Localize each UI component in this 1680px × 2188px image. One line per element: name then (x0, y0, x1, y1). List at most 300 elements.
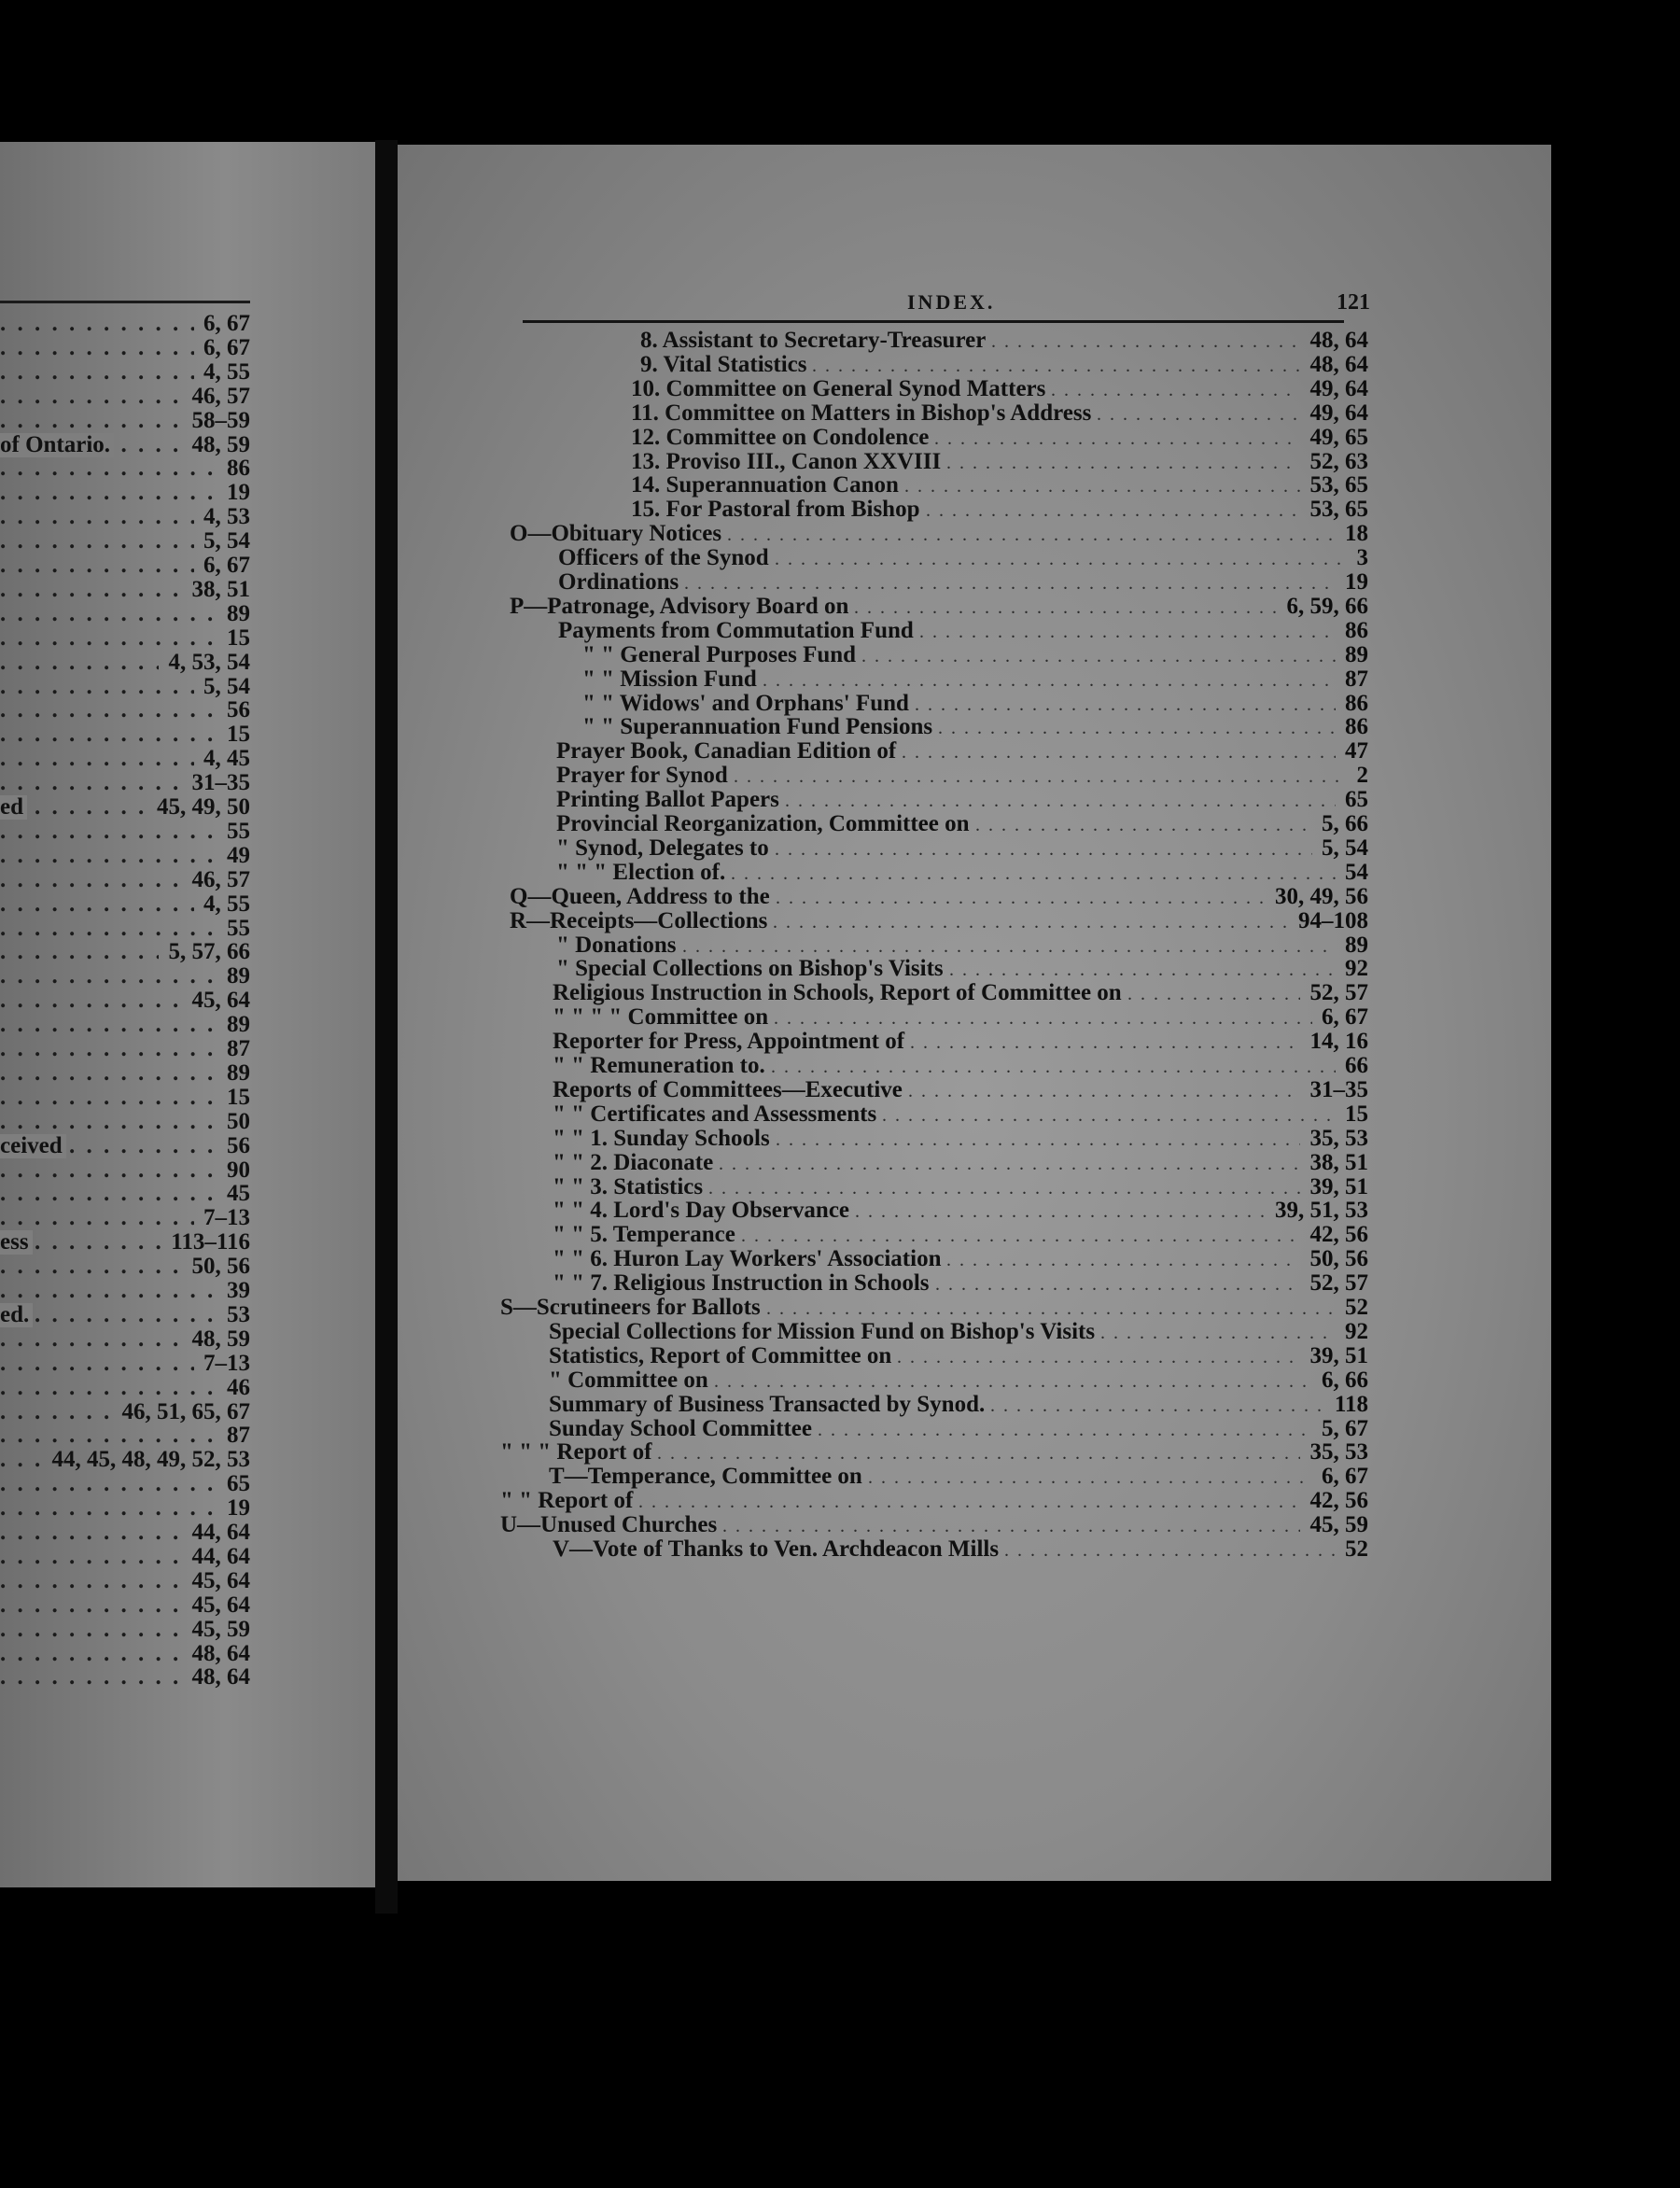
leader-dots (771, 1053, 1336, 1079)
left-page-line (0, 433, 250, 457)
leader-dots (722, 1512, 1300, 1538)
left-page-line (0, 1569, 250, 1593)
left-page-line (0, 312, 250, 336)
entry-pages: 49, 64 (1309, 400, 1368, 426)
left-page-rule (0, 301, 250, 303)
leader-dots (714, 1368, 1312, 1394)
entry-text: " " 4. Lord's Day Observance (553, 1198, 850, 1224)
left-page-line (0, 1400, 250, 1424)
left-line-pages: 15 (227, 722, 250, 748)
entry-text: Printing Ballot Papers (556, 787, 779, 813)
left-page-line (0, 1037, 250, 1061)
entry-pages: 94–108 (1298, 907, 1368, 933)
left-leader-dots (0, 1400, 112, 1424)
left-page-line (0, 1013, 250, 1037)
left-line-pages: 7–13 (203, 1350, 250, 1376)
entry-text: Prayer Book, Canadian Edition of (556, 738, 897, 764)
entry-pages: 52 (1345, 1536, 1368, 1562)
entry-pages: 52, 57 (1309, 980, 1368, 1006)
left-line-pages: 5, 54 (203, 528, 250, 554)
left-line-pages: 55 (227, 915, 250, 941)
entry-text: " Synod, Delegates to (556, 835, 769, 861)
left-leader-dots (0, 529, 194, 554)
entry-text: " " 2. Diaconate (553, 1149, 714, 1175)
left-leader-dots (0, 1013, 217, 1037)
left-line-pages: 4, 55 (203, 891, 250, 917)
entry-text: Provincial Reorganization, Committee on (556, 811, 970, 836)
left-page-line (0, 529, 250, 554)
entry-pages: 45, 59 (1309, 1512, 1368, 1538)
entry-pages: 6, 67 (1322, 1004, 1368, 1031)
left-page-line (0, 795, 250, 820)
entry-text: " " 1. Sunday Schools (553, 1125, 770, 1151)
left-line-pages: 46 (227, 1374, 250, 1400)
left-line-pages: 31–35 (191, 770, 250, 796)
left-leader-dots (0, 1255, 182, 1279)
leader-dots (734, 763, 1347, 789)
left-page-line (0, 1521, 250, 1545)
left-page-line (0, 505, 250, 529)
leader-dots (1100, 1319, 1336, 1345)
leader-dots (919, 618, 1336, 644)
left-page-line (0, 940, 250, 964)
left-page-line (0, 747, 250, 771)
left-page-line (0, 385, 250, 409)
entry-pages: 53, 65 (1309, 497, 1368, 523)
left-line-pages: 46, 57 (191, 866, 250, 892)
left-leader-dots (0, 1206, 194, 1230)
left-page-line (0, 481, 250, 505)
entry-pages: 35, 53 (1309, 1125, 1368, 1151)
left-leader-dots (0, 409, 182, 433)
left-line-pages: 4, 55 (203, 358, 250, 385)
entry-pages: 118 (1334, 1391, 1368, 1417)
entry-text: Summary of Business Transacted by Synod. (549, 1391, 986, 1417)
left-line-pages: 44, 64 (191, 1543, 250, 1569)
left-line-pages: 58–59 (191, 407, 250, 433)
left-line-pages: 48, 64 (191, 1640, 250, 1666)
entry-text: " " 7. Religious Instruction in Schools (553, 1270, 930, 1297)
entry-pages: 87 (1345, 666, 1368, 692)
left-leader-dots (0, 602, 217, 626)
left-page-line (0, 964, 250, 989)
leader-dots (1127, 980, 1300, 1006)
left-line-text: of Ontario. (0, 433, 114, 457)
entry-text: V—Vote of Thanks to Ven. Archdeacon Mills (553, 1536, 1000, 1562)
leader-dots (854, 594, 1277, 620)
left-line-pages: 89 (227, 963, 250, 989)
entry-pages: 19 (1345, 569, 1368, 595)
left-line-pages: 113–116 (171, 1229, 250, 1255)
entry-pages: 38, 51 (1309, 1149, 1368, 1175)
left-line-pages: 45, 64 (191, 1567, 250, 1593)
leader-dots (991, 328, 1300, 354)
entry-text: " " Certificates and Assessments (553, 1101, 877, 1127)
left-leader-dots (0, 844, 217, 868)
left-page-line (0, 360, 250, 385)
leader-dots (1051, 376, 1300, 402)
left-page-line (0, 1376, 250, 1400)
leader-dots (908, 1077, 1300, 1103)
left-leader-dots (0, 1279, 217, 1303)
leader-dots (818, 1416, 1312, 1442)
left-line-pages: 5, 57, 66 (168, 939, 250, 965)
entry-pages: 30, 49, 56 (1275, 883, 1368, 909)
left-page-line (0, 698, 250, 722)
leader-dots (684, 569, 1336, 596)
left-page-line (0, 722, 250, 747)
entry-text: Reporter for Press, Appointment of (553, 1029, 905, 1055)
left-line-pages: 87 (227, 1036, 250, 1061)
entry-pages: 49, 65 (1309, 424, 1368, 450)
leader-dots (949, 956, 1336, 982)
left-line-pages: 38, 51 (191, 576, 250, 602)
left-leader-dots (0, 554, 194, 578)
left-line-pages: 39 (227, 1278, 250, 1303)
leader-dots (719, 1150, 1300, 1176)
entry-pages: 31–35 (1309, 1076, 1368, 1102)
book-gutter (375, 140, 398, 1914)
entry-pages: 92 (1345, 1318, 1368, 1344)
entry-text: " " Superannuation Fund Pensions (582, 714, 933, 740)
left-line-text: ceived (0, 1134, 66, 1158)
entry-pages: 6, 66 (1322, 1367, 1368, 1393)
leader-dots (934, 425, 1300, 451)
left-line-pages: 56 (227, 697, 250, 723)
leader-dots (1097, 400, 1300, 427)
leader-dots (775, 835, 1312, 862)
entry-text: " " 6. Huron Lay Workers' Association (553, 1246, 942, 1272)
entry-pages: 49, 64 (1309, 375, 1368, 401)
leader-dots (902, 738, 1336, 764)
left-page-line (0, 1545, 250, 1569)
leader-dots (638, 1488, 1300, 1514)
leader-dots (682, 933, 1336, 959)
entry-text: " Special Collections on Bishop's Visits (556, 956, 944, 982)
entry-pages: 6, 59, 66 (1286, 593, 1368, 619)
entry-text: 15. For Pastoral from Bishop (631, 497, 920, 523)
left-page-line (0, 1182, 250, 1206)
left-page-line (0, 868, 250, 892)
entry-pages: 5, 54 (1322, 835, 1368, 861)
leader-dots (776, 884, 1266, 910)
left-leader-dots (0, 964, 217, 989)
leader-dots (975, 811, 1312, 837)
left-line-pages: 53 (227, 1301, 250, 1327)
left-leader-dots (0, 1472, 217, 1496)
entry-pages: 18 (1345, 521, 1368, 547)
entry-pages: 39, 51 (1309, 1173, 1368, 1199)
left-line-pages: 4, 45 (203, 746, 250, 772)
entry-text: 13. Proviso III., Canon XXVIII (631, 448, 942, 474)
entry-text: P—Patronage, Advisory Board on (510, 593, 849, 619)
left-leader-dots (0, 722, 217, 747)
left-line-pages: 48, 59 (191, 1325, 250, 1352)
entry-text: 14. Superannuation Canon (631, 472, 899, 498)
header-rule (523, 320, 1344, 323)
leader-dots (910, 1029, 1300, 1055)
left-leader-dots (0, 312, 194, 336)
left-page-line (0, 1279, 250, 1303)
page-number: 121 (1337, 290, 1370, 315)
entry-text: 11. Committee on Matters in Bishop's Address (631, 400, 1092, 426)
entry-pages: 15 (1345, 1101, 1368, 1127)
left-leader-dots (0, 1545, 182, 1569)
left-line-pages: 19 (227, 1495, 250, 1522)
left-leader-dots (0, 578, 182, 602)
left-line-pages: 87 (227, 1423, 250, 1449)
left-line-pages: 15 (227, 624, 250, 651)
left-page-line (0, 675, 250, 699)
left-page-line (0, 1618, 250, 1642)
left-leader-dots (0, 1061, 217, 1086)
left-leader-dots (0, 1424, 217, 1448)
left-leader-dots (0, 1593, 182, 1618)
left-leader-dots (0, 1352, 194, 1376)
entry-text: 8. Assistant to Secretary-Treasurer (640, 328, 987, 353)
left-leader-dots (0, 481, 217, 505)
left-leader-dots (0, 1642, 182, 1666)
left-leader-dots (0, 1086, 217, 1110)
entry-text: S—Scrutineers for Ballots (500, 1295, 761, 1320)
left-leader-dots (0, 1376, 217, 1400)
entry-pages: 39, 51, 53 (1275, 1198, 1368, 1224)
leader-dots (946, 1246, 1300, 1272)
entry-pages: 65 (1345, 787, 1368, 813)
left-leader-dots (0, 1618, 182, 1642)
entry-text: U—Unused Churches (500, 1512, 718, 1538)
entry-pages: 14, 16 (1309, 1029, 1368, 1055)
entry-pages: 86 (1345, 690, 1368, 716)
entry-pages: 3 (1356, 545, 1368, 571)
left-line-pages: 86 (227, 456, 250, 482)
entry-text: T—Temperance, Committee on (549, 1464, 862, 1490)
left-leader-dots (0, 626, 217, 651)
left-page-line (0, 1230, 250, 1255)
left-leader-dots (0, 940, 159, 964)
left-page-line (0, 336, 250, 360)
entry-text: " " " Election of. (556, 859, 726, 885)
index-page (398, 145, 1551, 1881)
left-page-line (0, 820, 250, 844)
left-page-line (0, 1086, 250, 1110)
leader-dots (1004, 1536, 1336, 1563)
left-line-pages: 48, 59 (191, 431, 250, 457)
left-line-pages: 6, 67 (203, 311, 250, 336)
left-page-line (0, 626, 250, 651)
entry-text: " " General Purposes Fund (582, 641, 857, 667)
entry-pages: 6, 67 (1322, 1464, 1368, 1490)
entry-pages: 54 (1345, 859, 1368, 885)
entry-pages: 5, 66 (1322, 811, 1368, 836)
left-line-pages: 89 (227, 1012, 250, 1038)
leader-dots (868, 1464, 1312, 1490)
left-page-line (0, 554, 250, 578)
left-line-pages: 90 (227, 1157, 250, 1183)
entry-text: " Donations (556, 932, 677, 958)
left-page-line (0, 1061, 250, 1086)
entry-text: " " " Report of (500, 1439, 652, 1466)
left-leader-dots (0, 1521, 182, 1545)
entry-text: Reports of Committees—Executive (553, 1076, 903, 1102)
leader-dots (861, 642, 1336, 668)
left-line-pages: 19 (227, 480, 250, 506)
left-leader-dots (0, 1665, 182, 1690)
entry-pages: 89 (1345, 932, 1368, 958)
left-leader-dots (0, 1569, 182, 1593)
left-page-line (0, 1665, 250, 1690)
leader-dots (731, 860, 1336, 886)
left-page-line (0, 1352, 250, 1376)
leader-dots (915, 691, 1336, 717)
entry-pages: 42, 56 (1309, 1488, 1368, 1514)
left-line-pages: 46, 57 (191, 383, 250, 409)
left-page-line (0, 1593, 250, 1618)
entry-text: " " " " Committee on (553, 1004, 769, 1031)
entry-pages: 48, 64 (1309, 328, 1368, 353)
entry-text: Payments from Commutation Fund (558, 617, 914, 643)
left-page-line (0, 1472, 250, 1496)
leader-dots (938, 714, 1336, 740)
left-line-pages: 89 (227, 1059, 250, 1086)
left-line-pages: 46, 51, 65, 67 (121, 1398, 250, 1424)
left-leader-dots (0, 675, 194, 699)
leader-dots (935, 1270, 1300, 1297)
left-page-line (0, 651, 250, 675)
entry-text: Special Collections for Mission Fund on Bishop's Visits (549, 1318, 1096, 1344)
left-leader-dots (0, 1158, 217, 1183)
entry-text: " Committee on (549, 1367, 708, 1393)
entry-text: " " 5. Temperance (553, 1222, 735, 1248)
entry-text: " " Remuneration to. (553, 1053, 765, 1078)
left-line-pages: 45, 59 (191, 1616, 250, 1642)
left-line-pages: 7–13 (203, 1205, 250, 1231)
entry-pages: 52, 57 (1309, 1270, 1368, 1297)
entry-text: " " Widows' and Orphans' Fund (582, 690, 909, 716)
entry-text: 9. Vital Statistics (640, 351, 807, 377)
entry-pages: 39, 51 (1309, 1342, 1368, 1368)
left-line-pages: 4, 53 (203, 504, 250, 530)
left-leader-dots (0, 1110, 217, 1134)
left-line-text: ed. (0, 1303, 33, 1327)
left-leader-dots (0, 1327, 182, 1352)
left-page-line (0, 1255, 250, 1279)
left-leader-dots (0, 360, 194, 385)
left-line-pages: 6, 67 (203, 553, 250, 578)
entry-pages: 2 (1356, 763, 1368, 789)
left-leader-dots (0, 336, 194, 360)
left-line-pages: 44, 64 (191, 1520, 250, 1545)
leader-dots (904, 472, 1300, 498)
left-page (0, 142, 375, 1887)
page-title: INDEX. (907, 290, 996, 314)
entry-text: R—Receipts—Collections (510, 907, 768, 933)
leader-dots (775, 545, 1347, 571)
left-line-pages: 50, 56 (191, 1254, 250, 1280)
left-line-pages: 89 (227, 600, 250, 626)
left-line-pages: 4, 53, 54 (168, 649, 250, 675)
left-line-pages: 44, 45, 48, 49, 52, 53 (51, 1447, 250, 1473)
entry-text: " " Mission Fund (582, 666, 757, 692)
entry-text: Q—Queen, Address to the (510, 883, 770, 909)
entry-text: Sunday School Committee (549, 1415, 812, 1441)
left-page-line (0, 1448, 250, 1472)
left-line-pages: 45, 64 (191, 988, 250, 1014)
left-line-text: ess (0, 1230, 33, 1255)
left-page-line (0, 1303, 250, 1327)
left-page-line (0, 578, 250, 602)
entry-pages: 47 (1345, 738, 1368, 764)
entry-text: Statistics, Report of Committee on (549, 1342, 892, 1368)
entry-text: Prayer for Synod (556, 763, 728, 789)
left-page-line (0, 602, 250, 626)
left-leader-dots (0, 892, 194, 917)
leader-dots (926, 497, 1300, 523)
left-line-pages: 6, 67 (203, 334, 250, 360)
left-leader-dots (0, 747, 194, 771)
left-leader-dots (0, 868, 182, 892)
entry-text: Officers of the Synod (558, 545, 769, 571)
leader-dots (763, 666, 1336, 693)
entry-pages: 35, 53 (1309, 1439, 1368, 1466)
entry-pages: 86 (1345, 714, 1368, 740)
entry-pages: 48, 64 (1309, 351, 1368, 377)
left-leader-dots (0, 698, 217, 722)
left-page-line (0, 892, 250, 917)
entry-pages: 42, 56 (1309, 1222, 1368, 1248)
left-line-pages: 45 (227, 1181, 250, 1207)
entry-pages: 53, 65 (1309, 472, 1368, 498)
leader-dots (766, 1295, 1336, 1321)
left-line-pages: 55 (227, 818, 250, 844)
left-leader-dots (0, 1037, 217, 1061)
leader-dots (882, 1101, 1336, 1128)
left-page-line (0, 1110, 250, 1134)
left-leader-dots (0, 771, 182, 795)
left-page-line (0, 1134, 250, 1158)
left-page-line (0, 456, 250, 481)
leader-dots (946, 449, 1300, 475)
left-leader-dots (0, 989, 182, 1013)
left-leader-dots (0, 917, 217, 941)
entry-text: Religious Instruction in Schools, Report of Committee on (553, 980, 1122, 1006)
leader-dots (708, 1174, 1300, 1200)
left-line-pages: 45, 49, 50 (157, 794, 250, 820)
entry-pages: 86 (1345, 617, 1368, 643)
entry-text: 12. Committee on Condolence (631, 424, 930, 450)
entry-pages: 50, 56 (1309, 1246, 1368, 1272)
left-leader-dots (0, 1448, 42, 1472)
left-page-line (0, 989, 250, 1013)
left-leader-dots (0, 1496, 217, 1521)
left-line-pages: 50 (227, 1108, 250, 1134)
leader-dots (741, 1222, 1300, 1248)
leader-dots (990, 1392, 1325, 1418)
entry-pages: 89 (1345, 641, 1368, 667)
entry-pages: 52, 63 (1309, 448, 1368, 474)
leader-dots (773, 908, 1289, 934)
entry-text: " " Report of (500, 1488, 634, 1514)
left-line-pages: 56 (227, 1132, 250, 1158)
left-line-pages: 45, 64 (191, 1592, 250, 1618)
left-line-text: ed (0, 795, 27, 820)
left-page-line (0, 1206, 250, 1230)
left-page-line (0, 1496, 250, 1521)
leader-dots (897, 1343, 1300, 1369)
leader-dots (727, 521, 1336, 547)
leader-dots (657, 1439, 1300, 1466)
left-line-pages: 15 (227, 1084, 250, 1110)
